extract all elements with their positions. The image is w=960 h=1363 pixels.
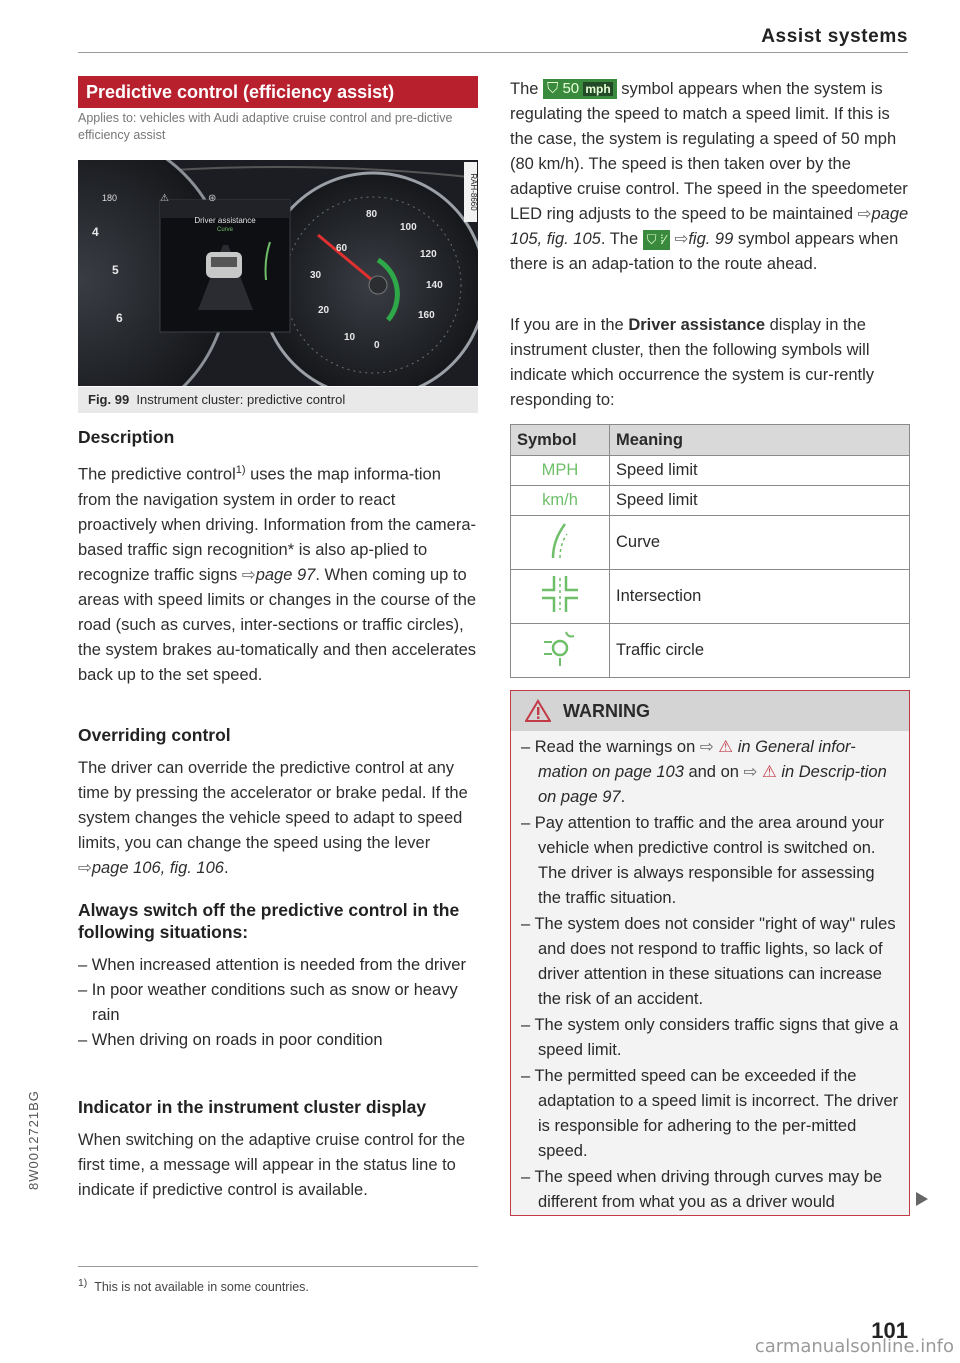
range-readout: 180 [102,193,118,203]
table-row: km/h Speed limit [511,486,910,516]
rpm-label-4: 4 [92,225,99,239]
warning-item: – The system only considers traffic signs that give a speed limit. [521,1016,899,1059]
screen-subtitle: Curve [216,227,234,233]
figure-link[interactable]: fig. 99 [688,230,734,248]
description-heading: Description [78,427,175,447]
warning-box [510,690,910,1216]
description-section [78,427,478,688]
switch-off-section [78,899,478,1053]
instrument-cluster-illustration [78,160,478,386]
rpm-label-6: 6 [116,311,123,325]
sign-icon: ⛉ [547,80,559,97]
warning-item: – The permitted speed can be exceeded if the adaptation to a speed limit is incorrect. The driver is responsible for adhering to the per-mitted speed. [521,1067,899,1160]
speed-label-30: 30 [310,270,322,281]
continued-arrow-icon [916,1192,928,1206]
mph-symbol: MPH [511,456,610,486]
table-header-symbol: Symbol [511,425,610,456]
driver-assistance-paragraph: If you are in the Driver assistance display in the instrument cluster, then the following symbols will indicate which occurrence the system is cur-rently responding to: [510,316,875,409]
list-item: – In poor weather conditions such as snow or heavy rain [78,981,458,1024]
overriding-heading: Overriding control [78,725,231,745]
page-header-title: Assist systems [761,26,908,47]
symbol-table [510,424,910,678]
table-row: Traffic circle [511,624,910,678]
overriding-paragraph: The driver can override the predictive control at any time by pressing the accelerator or brake pedal. If the system changes the vehicle speed to adapt to speed limits, you can change the speed using the lever ⇨page 106, fig. 106. [78,759,468,877]
traffic-circle-icon [540,628,580,668]
warning-item: – Read the warnings on ⇨ ⚠ in General infor-mation on page 103 and on ⇨ ⚠ in Descrip-tion on page 97. [521,738,887,806]
speed-label-80: 80 [366,209,378,220]
page-link[interactable]: page 97 [255,565,316,584]
warning-link[interactable]: in Descrip-tion on page 97 [538,763,887,806]
symbol-explanation-paragraph: The ⛉ 50 mph symbol appears when the system is regulating the speed to match a speed limit. If this is the case, the system is regulating a speed of 50 mph (80 km/h). The speed is then taken over by the adaptive cruise control. The speed in the speedometer LED ring adjusts to the speed to be maintained ⇨page 105, fig. 105. The ⛉ ⁞⁄ ⇨fig. 99 symbol appears when there is an adap-tation to the route ahead. [510,80,909,273]
table-row: Intersection [511,570,910,624]
applies-to-note: Applies to: vehicles with Audi adaptive cruise control and pre-dictive efficiency assist [78,111,453,142]
warning-link[interactable]: in General infor-mation on page 103 [538,738,856,781]
speed-label-10: 10 [344,332,356,343]
page-number: 101 [871,1318,908,1343]
route-icon: ⛉ ⁞⁄ [646,232,666,247]
warning-item: – The speed when driving through curves may be different from what you as a driver would [521,1168,883,1211]
route-adaptation-badge [643,230,670,250]
speed-label-100: 100 [400,222,417,233]
warning-title: WARNING [563,701,650,721]
svg-text:⊛: ⊛ [208,193,217,204]
watermark: carmanualsonline.info [754,1336,954,1357]
curve-icon [545,520,575,560]
figure-caption [78,387,478,413]
overriding-section [78,725,478,881]
footnote-divider [78,1266,478,1267]
list-item: – When driving on roads in poor condition [78,1031,383,1049]
description-paragraph: The predictive control$^{1)}$ uses the map informa-tion from the navigation system in order to react proactively when driving. Information from the camera-based traffic sign recognition* is also ap-plied to recognize traffic signs ⇨page 97. When coming up to areas with speed limits or changes in the course of the road (such as curves, inter-sections or traffic circles), the system brakes au-tomatically and then accelerates back up to the set speed. [78,464,477,684]
warning-item: – Pay attention to traffic and the area around your vehicle when predictive control is switched on. The driver is always responsible for assessing the traffic situation. [521,814,884,907]
screen-title: Driver assistance [194,216,256,225]
svg-text:⚠: ⚠ [160,193,169,204]
speed-label-160: 160 [418,310,435,321]
speed-label-0: 0 [374,340,380,351]
figure-label: Fig. 99 [88,392,130,407]
section-banner: Predictive control (efficiency assist) [78,76,478,108]
figure-caption-text: Instrument cluster: predictive control [136,392,346,407]
instrument-cluster-figure [78,160,478,386]
kmh-symbol: km/h [511,486,610,516]
switch-off-heading: Always switch off the predictive control in the following situations: [78,900,460,942]
indicator-paragraph: When switching on the adaptive cruise control for the first time, a message will appear in the status line to indicate if predictive control is available. [78,1131,466,1199]
page-link[interactable]: page 106, fig. 106 [91,859,224,877]
speed-label-20: 20 [318,305,330,316]
document-code: 8W0012721BG [26,1090,41,1190]
warning-header [511,691,909,731]
table-row: MPH Speed limit [511,456,910,486]
speed-label-140: 140 [426,280,443,291]
rpm-label-5: 5 [112,263,119,277]
header-divider [78,52,908,53]
intersection-icon [540,574,580,614]
footnote: $^{1)}$ This is not available in some countries. [78,1278,309,1295]
indicator-heading: Indicator in the instrument cluster display [78,1097,427,1117]
figure-code: RAH-8660 [469,173,478,211]
page-link[interactable]: page 105, fig. 105 [510,205,909,248]
list-item: – When increased attention is needed from the driver [78,956,466,974]
speed-label-60: 60 [336,243,348,254]
table-row: Curve [511,516,910,570]
speed-limit-badge: ⛉ 50 mph [543,79,617,99]
speed-label-120: 120 [420,249,437,260]
warning-triangle-icon [525,699,551,723]
indicator-section [78,1097,478,1203]
table-header-meaning: Meaning [610,425,910,456]
warning-item: – The system does not consider "right of way" rules and does not respond to traffic lights, so lack of driver attention in these situations can increase the risk of an accident. [521,915,896,1008]
